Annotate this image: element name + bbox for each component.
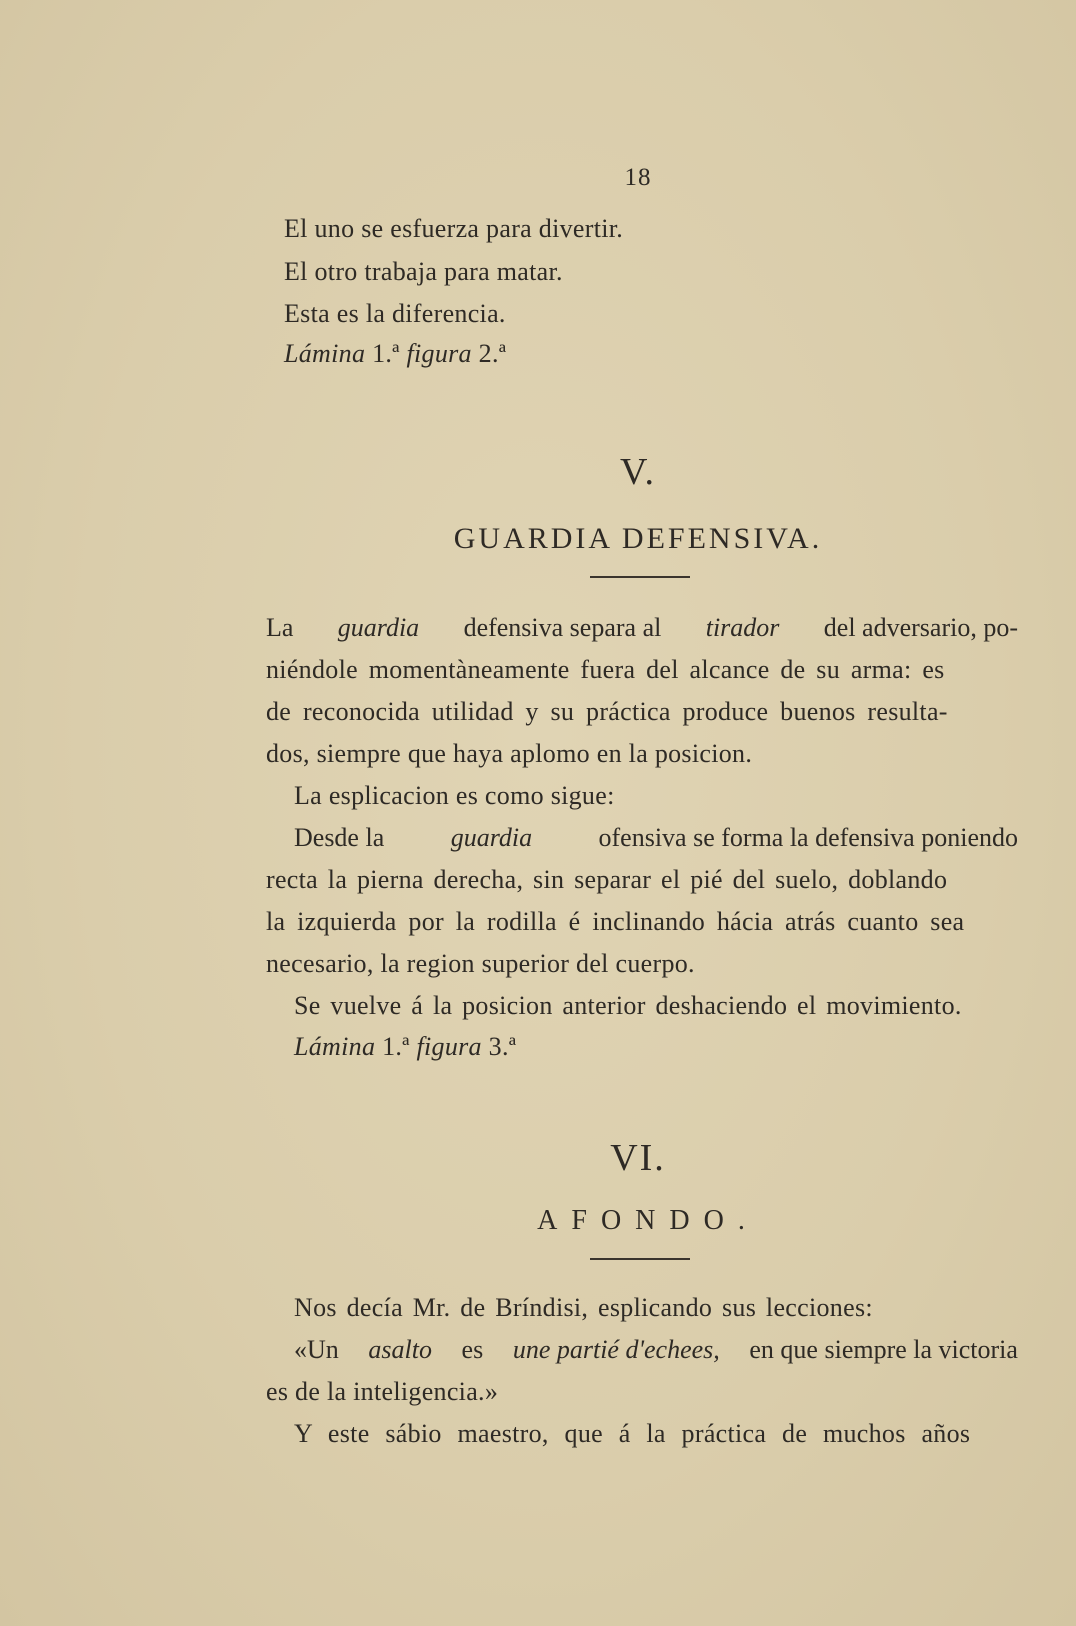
- s5-p3-text-a: Desde la: [294, 823, 385, 852]
- s6-p3: Y este sábio maestro, que á la práctica de muchos años: [294, 1419, 971, 1448]
- section-6-numeral: VI.: [610, 1137, 666, 1179]
- s5-p1-text-c: del adversario, po-: [823, 613, 1018, 642]
- s5-p1-line-3: de reconocida utilidad y su práctica produce buenos resulta-: [266, 697, 948, 726]
- s5-p1-line-2: niéndole momentàneamente fuera del alcance de su arma: es: [266, 655, 945, 684]
- s5-p1-text-b: defensiva separa al: [463, 613, 662, 642]
- section-5-rule: [590, 576, 690, 578]
- intro-line-1: El uno se esfuerza para divertir.: [284, 214, 624, 243]
- s5-p3-text-b: ofensiva se forma la defensiva poniendo: [598, 823, 1018, 852]
- s5-p3-word-guardia: guardia: [450, 823, 533, 852]
- figure-reference-1: [284, 339, 506, 369]
- s5-p1-line-4: dos, siempre que haya aplomo en la posicion.: [266, 739, 753, 768]
- s5-p1-line-1: [266, 613, 1018, 643]
- s5-p3-line-4: necesario, la region superior del cuerpo.: [266, 949, 695, 978]
- s5-p1-word-tirador: tirador: [705, 613, 780, 642]
- page-number: 18: [624, 164, 652, 191]
- section-5-numeral: V.: [619, 451, 657, 493]
- lamina-number: 1.ª: [382, 1032, 410, 1061]
- figure-reference-2: [294, 1032, 516, 1062]
- lamina-word: Lámina: [294, 1032, 376, 1061]
- s5-p1-word-la: La: [266, 613, 294, 642]
- s5-p2: La esplicacion es como sigue:: [294, 781, 615, 810]
- figura-number: 3.ª: [488, 1032, 517, 1061]
- s6-p2-french-phrase: une partié d'echees,: [512, 1335, 720, 1364]
- s6-p2-line-1: [294, 1335, 1018, 1365]
- s5-p4: Se vuelve á la posicion anterior deshaciendo el movimiento.: [294, 991, 962, 1020]
- s6-p2-word-asalto: asalto: [368, 1335, 432, 1364]
- s5-p3-line-1: [294, 823, 1018, 853]
- intro-line-2: El otro trabaja para matar.: [284, 257, 563, 286]
- s5-p3-line-2: recta la pierna derecha, sin separar el pié del suelo, doblando: [266, 865, 948, 894]
- s6-p1: Nos decía Mr. de Bríndisi, esplicando sus lecciones:: [294, 1293, 873, 1322]
- section-5-heading: GUARDIA DEFENSIVA.: [453, 522, 823, 555]
- s6-p2-text-a: «Un: [294, 1335, 339, 1364]
- s5-p3-line-3: la izquierda por la rodilla é inclinando hácia atrás cuanto sea: [266, 907, 965, 936]
- section-6-heading: AFONDO.: [537, 1205, 759, 1236]
- figura-word: figura: [416, 1032, 482, 1061]
- s6-p2-text-c: en que siempre la victoria: [749, 1335, 1018, 1364]
- figura-number: 2.ª: [478, 339, 507, 368]
- lamina-word: Lámina: [284, 339, 366, 368]
- lamina-number: 1.ª: [372, 339, 400, 368]
- figura-word: figura: [406, 339, 472, 368]
- s5-p1-word-guardia: guardia: [337, 613, 420, 642]
- intro-line-3: Esta es la diferencia.: [284, 299, 506, 328]
- s6-p2-text-b: es: [461, 1335, 484, 1364]
- section-6-rule: [590, 1258, 690, 1260]
- s6-p2-line-2: es de la inteligencia.»: [266, 1377, 499, 1406]
